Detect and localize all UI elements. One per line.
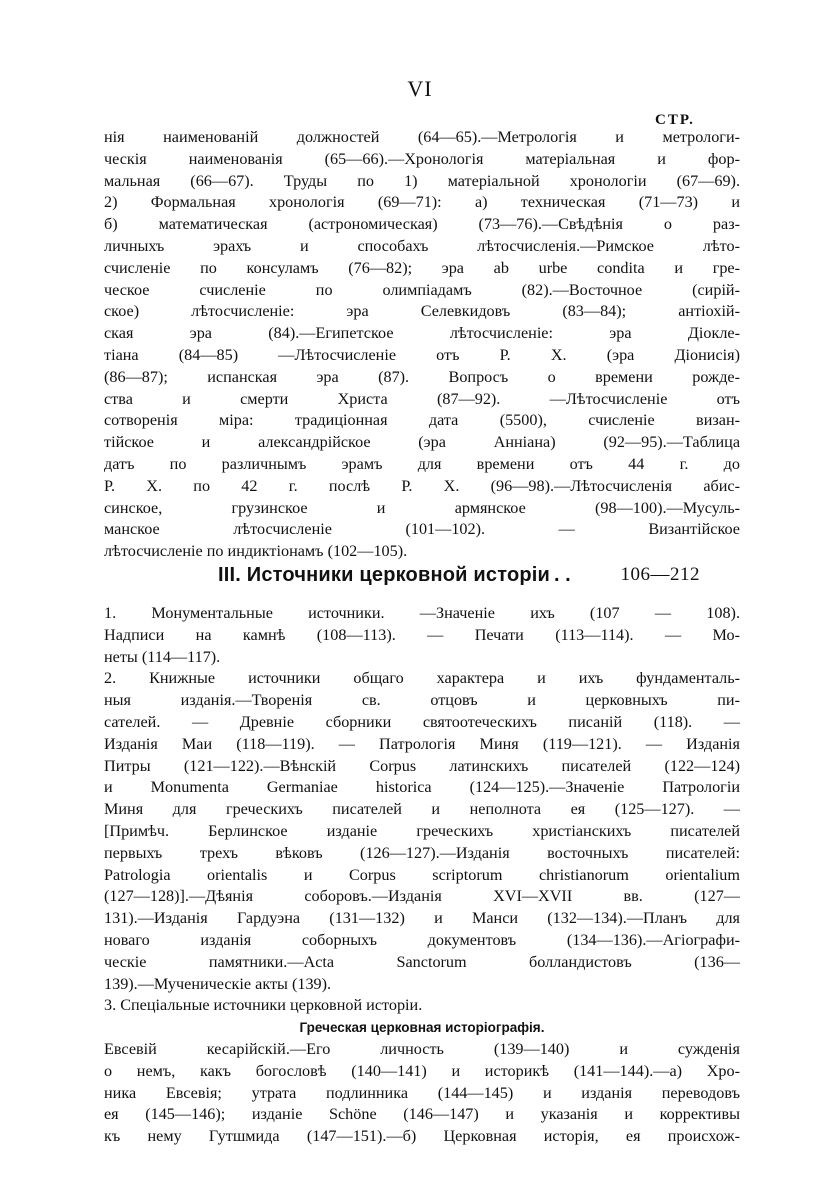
text-line: манское лѣтосчисленіе (101—102). — Византійское: [104, 520, 740, 539]
text-line: б) математическая (астрономическая) (73—76).—Свѣдѣнія о раз-: [104, 215, 740, 234]
text-line: Миня для греческихъ писателей и неполнота ея (125—127). —: [104, 800, 740, 819]
text-line: 2. Книжные источники общаго характера и ихъ фундаменталь-: [104, 669, 740, 688]
text-line: ника Евсевія; утрата подлинника (144—145) и изданія переводовъ: [104, 1083, 740, 1102]
subsection-heading: Греческая церковная исторіографія.: [299, 1020, 545, 1036]
text-line: ское) лѣтосчисленіе: эра Селевкидовъ (83—84); антіохій-: [104, 302, 740, 321]
text-line: ческіе памятники.—Acta Sanctorum болландистовъ (136—: [104, 952, 740, 971]
text-line: (127—128)].—Дѣянія соборовъ.—Изданія XVI—XVII вв. (127—: [104, 887, 740, 906]
text-line: ея (145—146); изданіе Schöne (146—147) и указанія и коррективы: [104, 1105, 740, 1124]
text-line: сателей. — Древніе сборники святоотеческихъ писаній (118). —: [104, 712, 740, 731]
text-line: первыхъ трехъ вѣковъ (126—127).—Изданія восточныхъ писателей:: [104, 843, 740, 862]
text-line: 1. Монументальные источники. —Значеніе ихъ (107 — 108).: [104, 604, 740, 622]
text-line: тійское и александрійское (эра Анніана) (92—95).—Таблица: [104, 433, 740, 452]
section-title: III. Источники церковной исторіи: [218, 564, 551, 586]
text-line: мальная (66—67). Труды по 1) матеріальной хронологіи (67—69).: [104, 171, 740, 190]
text-line: лѣтосчисленіе по индиктіонамъ (102—105).: [104, 542, 408, 561]
text-line: 2) Формальная хронологія (69—71): а) техническая (71—73) и: [104, 193, 740, 212]
contents-block-bottom: [104, 603, 740, 1148]
page-column-label: СТР.: [655, 112, 695, 128]
text-line: и Monumenta Germaniae historica (124—125).—Значеніе Патрологіи: [104, 778, 740, 797]
text-line: ческія наименованія (65—66).—Хронологія матеріальная и фор-: [104, 149, 740, 168]
text-line: (86—87); испанская эра (87). Вопросъ о времени рожде-: [104, 367, 740, 386]
text-line: Питры (121—122).—Вѣнскій Corpus латинскихъ писателей (122—124): [104, 756, 740, 775]
text-line: неты (114—117).: [104, 647, 221, 666]
text-line: Надписи на камнѣ (108—113). — Печати (113—114). — Мо-: [104, 625, 740, 644]
text-line: о немъ, какъ богословѣ (140—141) и историкѣ (141—144).—а) Хро-: [104, 1061, 740, 1080]
text-line: ныя изданія.—Творенія св. отцовъ и церковныхъ пи-: [104, 691, 740, 710]
text-line: синское, грузинское и армянское (98—100).—Мусуль-: [104, 498, 740, 517]
text-line: тіана (84—85) —Лѣтосчисленіе отъ Р. Х. (эра Діонисія): [104, 345, 740, 364]
page-number: VI: [407, 76, 433, 101]
section-heading: [104, 564, 740, 592]
text-line: 131).—Изданія Гардуэна (131—132) и Манси (132—134).—Планъ для: [104, 909, 740, 928]
text-line: Евсевій кесарійскій.—Его личность (139—140) и сужденія: [104, 1039, 740, 1058]
contents-block-top: [104, 127, 740, 563]
text-line: Изданія Маи (118—119). — Патрологія Миня (119—121). — Изданія: [104, 734, 740, 753]
text-line: 3. Спеціальные источники церковной исторіи.: [104, 996, 423, 1015]
section-page-range: 106—212: [620, 564, 700, 585]
text-line: ческое счисленіе по олимпіадамъ (82).—Восточное (сирій-: [104, 280, 740, 299]
text-line: датъ по различнымъ эрамъ для времени отъ 44 г. до: [104, 454, 740, 473]
text-line: нія наименованій должностей (64—65).—Метрологія и метрологи-: [104, 128, 740, 146]
text-line: Patrologia orientalis и Corpus scriptorum christianorum orientalium: [104, 865, 740, 884]
text-line: ства и смерти Христа (87—92). —Лѣтосчисленіе отъ: [104, 389, 740, 408]
text-line: счисленіе по консуламъ (76—82); эра ab urbe condita и гре-: [104, 258, 740, 277]
text-line: къ нему Гутшмида (147—151).—б) Церковная исторія, ея происхож-: [104, 1127, 740, 1146]
text-line: Р. Х. по 42 г. послѣ Р. Х. (96—98).—Лѣтосчисленія абис-: [104, 476, 740, 495]
text-line: 139).—Мученическіе акты (139).: [104, 974, 332, 993]
text-line: новаго изданія соборныхъ документовъ (134—136).—Агіографи-: [104, 930, 740, 949]
text-line: сотворенія міра: традиціонная дата (5500), счисленіе визан-: [104, 411, 740, 430]
text-line: [Примѣч. Берлинское изданіе греческихъ христіанскихъ писателей: [104, 821, 740, 840]
text-line: личныхъ эрахъ и способахъ лѣтосчисленія.—Римское лѣто-: [104, 236, 740, 255]
text-line: ская эра (84).—Египетское лѣтосчисленіе: эра Діокле-: [104, 324, 740, 343]
section-leader-dots: . .: [554, 564, 571, 586]
